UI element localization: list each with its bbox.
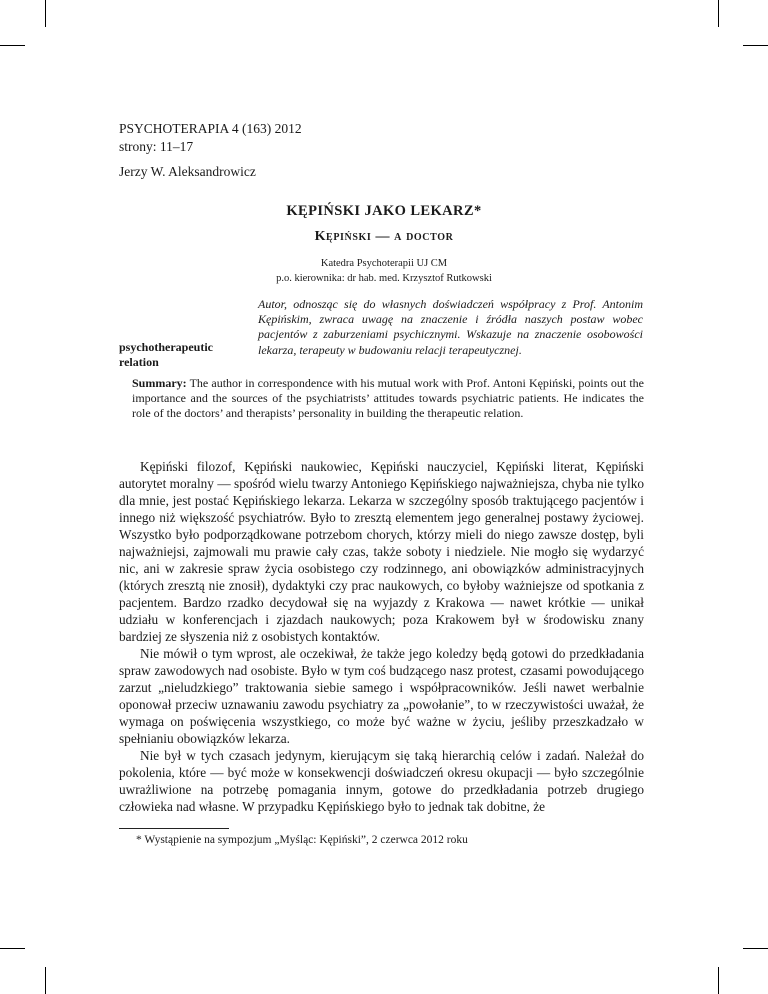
page-range: strony: 11–17 bbox=[119, 139, 194, 154]
crop-mark bbox=[718, 0, 719, 27]
affiliation bbox=[0, 256, 768, 286]
keyword: psychotherapeutic bbox=[119, 340, 213, 354]
summary-label: Summary: bbox=[132, 376, 187, 390]
keyword: relation bbox=[119, 355, 159, 369]
summary bbox=[132, 376, 644, 422]
body-text bbox=[119, 458, 644, 815]
journal-issue: PSYCHOTERAPIA 4 (163) 2012 bbox=[119, 121, 302, 136]
paragraph: Nie mówił o tym wprost, ale oczekiwał, że także jego koledzy będą gotowi do przedkładania spraw zawodowych nad osobiste. Było w tym coś budzącego nasz protest, czasami powodującego zarzut „nieludzkiego” traktowania siebie samego i współpracowników. Jeśli nawet werbalnie oponował przeciw uznawaniu zawodu psychiatry za „powołanie”, to w rzeczywistości uważał, że wymaga on poświęcenia wszystkiego, co może być ważne w życiu, jeśliby przeszkadzało w spełnianiu obowiązków lekarza. bbox=[119, 646, 644, 746]
crop-mark bbox=[45, 967, 46, 994]
footnote-rule bbox=[119, 828, 229, 829]
affiliation-dept: Katedra Psychoterapii UJ CM bbox=[320, 258, 448, 269]
crop-mark bbox=[718, 967, 719, 994]
crop-mark bbox=[743, 45, 768, 46]
summary-text: The author in correspondence with his mutual work with Prof. Antoni Kępiński, points out the importance and the sources of the psychiatrists’ attitudes towards psychiatric patients. He indicates the role of the doctors’ and therapists’ personality in building the therapeutic relation. bbox=[132, 376, 644, 421]
paragraph: Kępiński filozof, Kępiński naukowiec, Kępiński nauczyciel, Kępiński literat, Kępiński autorytet moralny — spośród wielu twarzy Antoniego Kępińskiego najważniejsza, chyba nie tylko dla mnie, jest postać Kępińskiego lekarza. Lekarza w szczególny sposób traktującego pacjentów i innego niż większość psychiatrów. Było to zresztą elementem jego generalnej postawy życiowej. Wszystko było podporządkowane potrzebom chorych, którzy mieli do niego zawsze dostęp, byli najważniejsi, zajmowali mu prawie cały czas, także soboty i niedziele. Nie mogło się wydarzyć nic, ani w zakresie spraw życia osobistego czy rodzinnego, ani obowiązków administracyjnych (których zresztą nie znosił), dydaktyki czy prac naukowych, co byłoby ważniejsze od spotkania z pacjentem. Bardzo rzadko decydował się na wyjazdy z Krakowa — nawet krótkie — unikał udziału w konferencjach i zjazdach naukowych; poza Krakowem był w środowisku znany bardziej ze słyszenia niż z osobistych kontaktów. bbox=[119, 459, 644, 644]
crop-mark bbox=[743, 948, 768, 949]
crop-mark bbox=[0, 45, 25, 46]
affiliation-head: p.o. kierownika: dr hab. med. Krzysztof Rutkowski bbox=[276, 273, 492, 284]
author-name: Jerzy W. Aleksandrowicz bbox=[119, 164, 256, 179]
crop-mark bbox=[0, 948, 25, 949]
paragraph: Nie był w tych czasach jedynym, kierującym się taką hierarchią celów i zadań. Należał do pokolenia, które — być może w konsekwencji doświadczeń okresu okupacji — było szczególnie uwrażliwione na potrzebę pomagania innym, gotowe do przedkładania potrzeb drugiego człowieka nad własne. W przypadku Kępińskiego było to jednak tak dobitne, że bbox=[119, 748, 644, 814]
article-subtitle: Kępiński — a doctor bbox=[314, 229, 454, 244]
crop-mark bbox=[45, 0, 46, 27]
journal-header bbox=[119, 120, 302, 156]
abstract-polish: Autor, odnosząc się do własnych doświadczeń współpracy z Prof. Antonim Kępińskim, zwraca uwagę na znaczenie i źródła naszych postaw wobec pacjentów z zaburzeniami psychicznymi. Wskazuje na znaczenie osobowości lekarza, terapeuty w budowaniu relacji terapeutycznej. bbox=[258, 297, 643, 357]
article-title: KĘPIŃSKI JAKO LEKARZ* bbox=[286, 203, 482, 219]
keywords bbox=[119, 340, 259, 370]
footnote: * Wystąpienie na sympozjum „Myśląc: Kępiński”, 2 czerwca 2012 roku bbox=[136, 834, 468, 846]
